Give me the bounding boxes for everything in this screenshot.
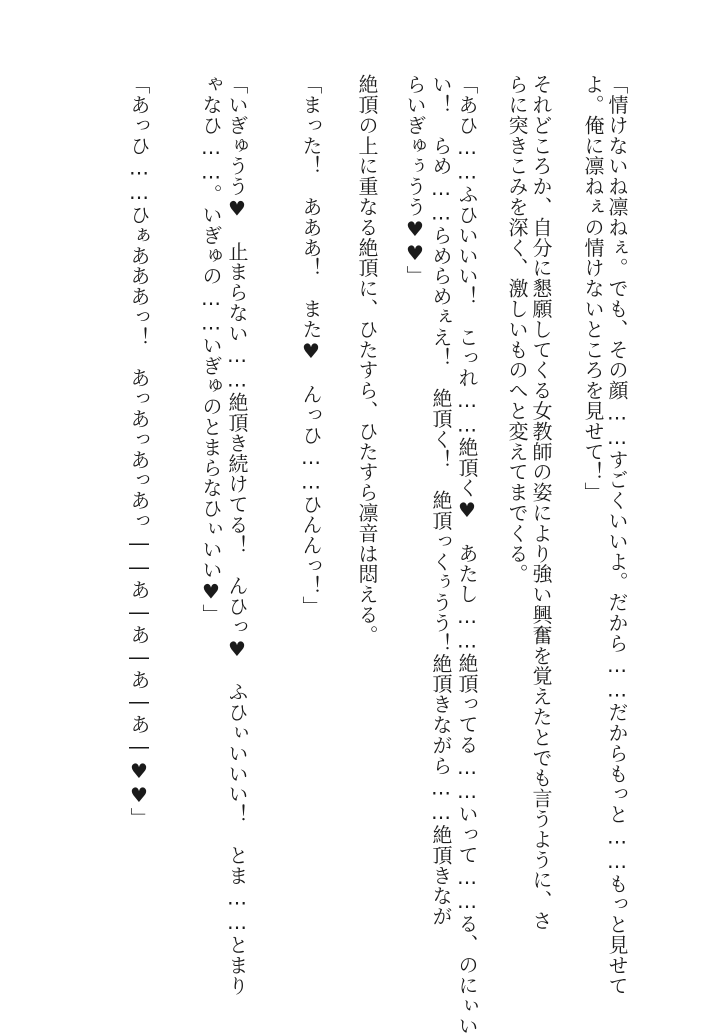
text-line-8: 絶頂の上に重なる絶頂に、ひたすら、ひたすら凛音は悶える。	[355, 74, 379, 646]
text-line-6: い！ らめ……らめらめぇえ！ 絶頂く！ 絶頂っくぅうう！絶頂きながら……絶頂きなが	[429, 74, 453, 927]
text-line-4: らに突きこみを深く、激しいものへと変えてまでくる。	[505, 74, 529, 584]
text-line-3: それどころか、自分に懇願してくる女教師の姿により強い興奮を覚えたとでも言うように、さ	[529, 74, 553, 931]
text-line-9: 「まった！ あああ！ また♥ んっひ……ひんんっ！」	[299, 74, 323, 617]
text-line-1: 「情けないね凛ねぇ。でも、その顔……すごくいいよ。だから……だからもっと……もっと見せて	[605, 74, 629, 996]
text-line-5: 「あひ……ふひいいい！ こっれ……絶頂く♥ あたし……絶頂ってる……いって……る、のにぃい	[455, 74, 479, 1036]
text-line-12: 「あっひ……ひぁあああっ！ あっあっあっあっ――あ―あ―あ―あ―♥♥」	[127, 74, 151, 828]
text-line-10: 「いぎゅうう♥ 止まらない……絶頂き続けてる！ んひっ♥ ふひぃいいい！ とま……とまり	[225, 74, 249, 996]
text-line-7: らいぎゅぅうう♥♥」	[403, 74, 427, 286]
text-line-2: よ。俺に凛ねぇの情けないところを見せて！」	[581, 74, 605, 503]
text-line-11: ゃなひ……。いぎゅの……いぎゅのとまらなひぃいい♥」	[199, 74, 223, 625]
